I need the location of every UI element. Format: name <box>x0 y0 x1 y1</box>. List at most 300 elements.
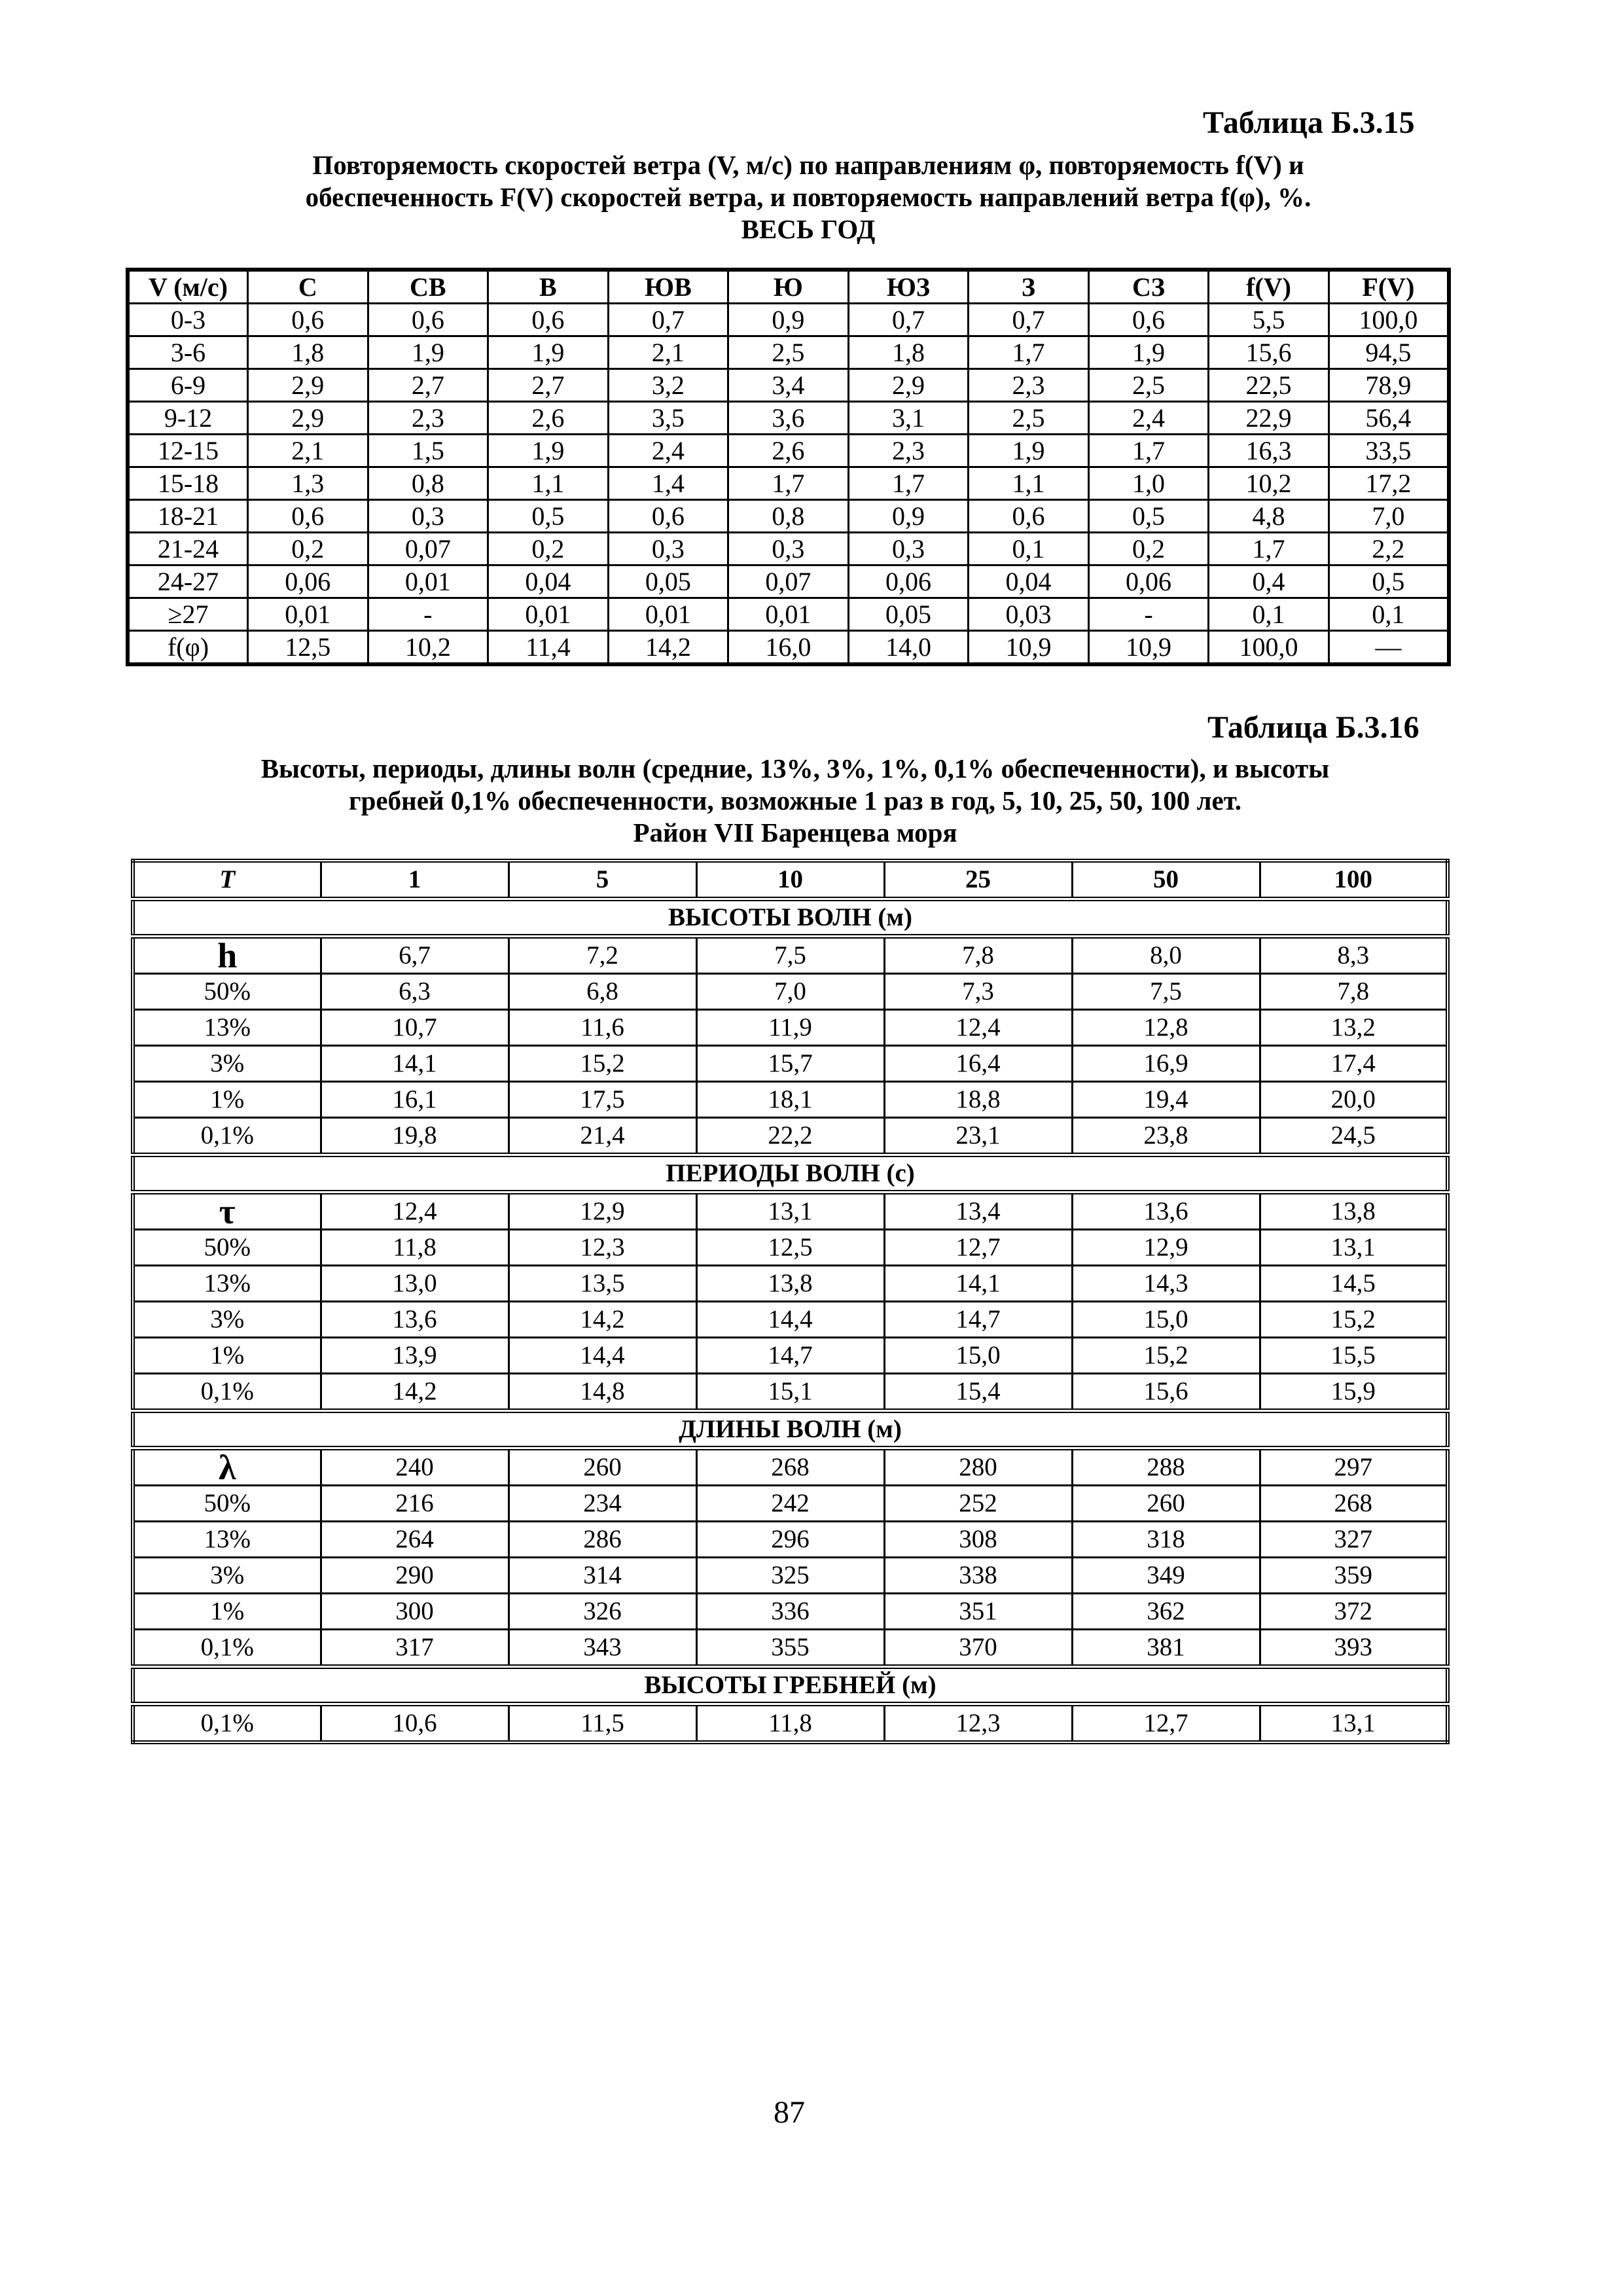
table-cell: 11,4 <box>488 631 609 665</box>
table-cell: 10,9 <box>1088 631 1209 665</box>
section-header-row <box>133 1667 1448 1704</box>
table-cell: 22,2 <box>696 1118 884 1155</box>
table-cell: 13,9 <box>321 1338 508 1374</box>
table-cell: 14,7 <box>696 1338 884 1374</box>
row-label: 3% <box>133 1302 321 1338</box>
table-cell: 280 <box>884 1448 1072 1486</box>
header-row <box>133 861 1448 899</box>
table-cell: 10,2 <box>1209 467 1329 500</box>
table-row <box>128 598 1449 631</box>
table-cell: 18,1 <box>696 1082 884 1118</box>
table-row <box>133 1082 1448 1118</box>
table-cell: 15,1 <box>696 1374 884 1411</box>
table-cell: 13,2 <box>1260 1010 1448 1046</box>
table-cell: 355 <box>696 1630 884 1667</box>
table-row <box>133 937 1448 974</box>
table-cell: 10,2 <box>368 631 488 665</box>
header-cell: СВ <box>368 270 488 304</box>
table-cell: 2,9 <box>248 369 368 402</box>
table-row <box>128 533 1449 565</box>
table-cell: 1,1 <box>969 467 1089 500</box>
table-cell: 0,2 <box>248 533 368 565</box>
table-cell: 1,7 <box>1088 435 1209 467</box>
table-cell: 216 <box>321 1486 508 1522</box>
table-cell: 15,7 <box>696 1046 884 1082</box>
table-cell: 14,1 <box>321 1046 508 1082</box>
table-cell: 308 <box>884 1522 1072 1558</box>
table-cell: 0,9 <box>728 304 849 336</box>
table-cell: 23,1 <box>884 1118 1072 1155</box>
table-cell: 14,3 <box>1072 1266 1260 1302</box>
table-cell: 2,7 <box>368 369 488 402</box>
table-cell: 17,4 <box>1260 1046 1448 1082</box>
table-cell: 362 <box>1072 1594 1260 1630</box>
table-row <box>133 1266 1448 1302</box>
table15-subtitle: ВЕСЬ ГОД <box>741 214 876 244</box>
table-cell: 14,4 <box>508 1338 696 1374</box>
table-cell: 1,9 <box>1088 336 1209 369</box>
table-cell: 8,0 <box>1072 937 1260 974</box>
row-label: f(φ) <box>128 631 248 665</box>
row-label: 15-18 <box>128 467 248 500</box>
table15-caption-line1: Повторяемость скоростей ветра (V, м/с) по направлениям φ, повторяемость f(V) и <box>312 150 1304 180</box>
table-cell: 11,6 <box>508 1010 696 1046</box>
table-cell: 2,3 <box>969 369 1089 402</box>
row-label: τ <box>133 1193 321 1230</box>
table-cell: 0,8 <box>728 500 849 533</box>
table-cell: 23,8 <box>1072 1118 1260 1155</box>
table15-caption <box>157 149 1459 245</box>
table-cell: 15,4 <box>884 1374 1072 1411</box>
table-cell: 13,8 <box>696 1266 884 1302</box>
table-cell: 13,1 <box>1260 1230 1448 1266</box>
table-cell: 17,5 <box>508 1082 696 1118</box>
table-row <box>133 1594 1448 1630</box>
table-cell: 338 <box>884 1558 1072 1594</box>
table-cell: 0,1 <box>1329 598 1449 631</box>
table-cell: 15,0 <box>1072 1302 1260 1338</box>
table-cell: 0,3 <box>848 533 969 565</box>
section-header-row <box>133 899 1448 937</box>
row-label: 50% <box>133 1230 321 1266</box>
table-cell: 0,6 <box>1088 304 1209 336</box>
section-title: ВЫСОТЫ ГРЕБНЕЙ (м) <box>133 1667 1448 1704</box>
table-row <box>133 1338 1448 1374</box>
table-cell: 1,7 <box>1209 533 1329 565</box>
table-cell: 12,3 <box>884 1704 1072 1743</box>
row-label: 12-15 <box>128 435 248 467</box>
table-cell: 264 <box>321 1522 508 1558</box>
table16-caption-line1: Высоты, периоды, длины волн (средние, 13%, 3%, 1%, 0,1% обеспеченности), и высоты <box>260 753 1330 783</box>
table-cell: 336 <box>696 1594 884 1630</box>
table-cell: 6,3 <box>321 974 508 1010</box>
table-cell: 0,4 <box>1209 565 1329 598</box>
table-row <box>128 369 1449 402</box>
row-label: 50% <box>133 974 321 1010</box>
section-title: ДЛИНЫ ВОЛН (м) <box>133 1411 1448 1448</box>
table-cell: 2,1 <box>248 435 368 467</box>
table-cell: 2,5 <box>1088 369 1209 402</box>
table-cell: 1,9 <box>969 435 1089 467</box>
table-cell: 15,6 <box>1072 1374 1260 1411</box>
row-label: ≥27 <box>128 598 248 631</box>
table-cell: 0,01 <box>608 598 728 631</box>
table-cell: 10,9 <box>969 631 1089 665</box>
table16-caption-line2: гребней 0,1% обеспеченности, возможные 1 раз в год, 5, 10, 25, 50, 100 лет. <box>348 785 1241 816</box>
wind-speed-table <box>126 268 1451 666</box>
row-label: 13% <box>133 1266 321 1302</box>
table-cell: 1,3 <box>248 467 368 500</box>
row-label: 1% <box>133 1338 321 1374</box>
table-cell: 6,8 <box>508 974 696 1010</box>
table-cell: 1,0 <box>1088 467 1209 500</box>
table-cell: 318 <box>1072 1522 1260 1558</box>
page-number: 87 <box>774 2095 805 2130</box>
table-row <box>133 1486 1448 1522</box>
table-cell: 5,5 <box>1209 304 1329 336</box>
table-cell: 325 <box>696 1558 884 1594</box>
table-cell: 0,01 <box>728 598 849 631</box>
table-cell: 0,2 <box>1088 533 1209 565</box>
table-cell: 13,6 <box>1072 1193 1260 1230</box>
table-cell: 20,0 <box>1260 1082 1448 1118</box>
section-header-row <box>133 1411 1448 1448</box>
row-label: 0,1% <box>133 1704 321 1743</box>
table-cell: 1,7 <box>969 336 1089 369</box>
table-cell: 15,6 <box>1209 336 1329 369</box>
table-cell: 0,01 <box>488 598 609 631</box>
table-cell: - <box>368 598 488 631</box>
row-label: 9-12 <box>128 402 248 435</box>
table-cell: 11,5 <box>508 1704 696 1743</box>
table-cell: 2,7 <box>488 369 609 402</box>
table-cell: 252 <box>884 1486 1072 1522</box>
table-cell: 15,0 <box>884 1338 1072 1374</box>
table-cell: 1,1 <box>488 467 609 500</box>
table-row <box>128 467 1449 500</box>
table-cell: 0,9 <box>848 500 969 533</box>
table-cell: 0,07 <box>728 565 849 598</box>
table-cell: 234 <box>508 1486 696 1522</box>
table-cell: 6,7 <box>321 937 508 974</box>
table-cell: 13,0 <box>321 1266 508 1302</box>
header-cell: З <box>969 270 1089 304</box>
table-row <box>128 500 1449 533</box>
table-cell: 12,8 <box>1072 1010 1260 1046</box>
table-cell: 13,6 <box>321 1302 508 1338</box>
header-cell: 1 <box>321 861 508 899</box>
table-cell: 0,8 <box>368 467 488 500</box>
table-cell: 297 <box>1260 1448 1448 1486</box>
table-cell: 1,7 <box>848 467 969 500</box>
table16-caption-line3: Район VII Баренцева моря <box>633 817 957 848</box>
table-cell: 12,9 <box>508 1193 696 1230</box>
table-cell: 0,1 <box>1209 598 1329 631</box>
table-cell: 260 <box>508 1448 696 1486</box>
row-label: 3% <box>133 1558 321 1594</box>
table-cell: 0,01 <box>248 598 368 631</box>
table-cell: 15,2 <box>1072 1338 1260 1374</box>
table-row <box>133 1374 1448 1411</box>
row-label: 50% <box>133 1486 321 1522</box>
section-title: ВЫСОТЫ ВОЛН (м) <box>133 899 1448 937</box>
table-cell: 78,9 <box>1329 369 1449 402</box>
table-cell: 3,4 <box>728 369 849 402</box>
table-cell: 0,6 <box>248 304 368 336</box>
table-cell: 0,04 <box>969 565 1089 598</box>
table-cell: 3,5 <box>608 402 728 435</box>
table16-caption <box>144 753 1446 849</box>
table-cell: 2,5 <box>969 402 1089 435</box>
table-cell: 22,9 <box>1209 402 1329 435</box>
table-cell: 370 <box>884 1630 1072 1667</box>
table-cell: 14,2 <box>608 631 728 665</box>
table-cell: 17,2 <box>1329 467 1449 500</box>
table-cell: 11,9 <box>696 1010 884 1046</box>
table-cell: 19,8 <box>321 1118 508 1155</box>
table-cell: 0,5 <box>1088 500 1209 533</box>
table-cell: 8,3 <box>1260 937 1448 974</box>
table-cell: 288 <box>1072 1448 1260 1486</box>
table-cell: 22,5 <box>1209 369 1329 402</box>
table-cell: 2,5 <box>728 336 849 369</box>
table15-label: Таблица Б.3.15 <box>1203 105 1415 140</box>
table-row <box>133 1193 1448 1230</box>
table-cell: 343 <box>508 1630 696 1667</box>
section-header-row <box>133 1155 1448 1193</box>
row-label: 13% <box>133 1010 321 1046</box>
header-cell: F(V) <box>1329 270 1449 304</box>
row-label: 0,1% <box>133 1630 321 1667</box>
table-cell: 0,01 <box>368 565 488 598</box>
table-cell: 16,4 <box>884 1046 1072 1082</box>
row-label: 21-24 <box>128 533 248 565</box>
table-row <box>133 1558 1448 1594</box>
header-cell: 25 <box>884 861 1072 899</box>
row-label: 3% <box>133 1046 321 1082</box>
table-cell: 0,5 <box>1329 565 1449 598</box>
table-cell: 327 <box>1260 1522 1448 1558</box>
table-cell: 7,3 <box>884 974 1072 1010</box>
header-cell: Ю <box>728 270 849 304</box>
table-cell: 7,0 <box>696 974 884 1010</box>
table-cell: 242 <box>696 1486 884 1522</box>
table-cell: 33,5 <box>1329 435 1449 467</box>
row-label: 1% <box>133 1594 321 1630</box>
table-cell: 0,04 <box>488 565 609 598</box>
table-cell: 1,4 <box>608 467 728 500</box>
table-cell: 12,7 <box>884 1230 1072 1266</box>
table-cell: 7,0 <box>1329 500 1449 533</box>
table-cell: 7,8 <box>1260 974 1448 1010</box>
row-label: 6-9 <box>128 369 248 402</box>
table-cell: 3,1 <box>848 402 969 435</box>
table-cell: 12,7 <box>1072 1704 1260 1743</box>
table-row <box>133 1118 1448 1155</box>
table-cell: 0,6 <box>248 500 368 533</box>
header-cell: V (м/с) <box>128 270 248 304</box>
table-cell: 317 <box>321 1630 508 1667</box>
section-title: ПЕРИОДЫ ВОЛН (с) <box>133 1155 1448 1193</box>
table-cell: 0,3 <box>608 533 728 565</box>
table-row <box>128 435 1449 467</box>
table-cell: 12,4 <box>321 1193 508 1230</box>
table-cell: 12,3 <box>508 1230 696 1266</box>
table-cell: 2,4 <box>608 435 728 467</box>
table-cell: 13,5 <box>508 1266 696 1302</box>
header-cell: 10 <box>696 861 884 899</box>
row-label: 13% <box>133 1522 321 1558</box>
table-cell: 13,1 <box>1260 1704 1448 1743</box>
table-cell: 14,1 <box>884 1266 1072 1302</box>
row-label: h <box>133 937 321 974</box>
table-row <box>128 631 1449 665</box>
table-cell: 0,06 <box>848 565 969 598</box>
header-cell: В <box>488 270 609 304</box>
table-cell: 18,8 <box>884 1082 1072 1118</box>
table-cell: 296 <box>696 1522 884 1558</box>
table-cell: 100,0 <box>1209 631 1329 665</box>
table-cell: 13,8 <box>1260 1193 1448 1230</box>
table-cell: 7,5 <box>696 937 884 974</box>
table-cell: 2,9 <box>248 402 368 435</box>
row-label: 0-3 <box>128 304 248 336</box>
table-cell: 0,2 <box>488 533 609 565</box>
table16-label: Таблица Б.3.16 <box>1207 710 1419 745</box>
table-cell: 0,06 <box>1088 565 1209 598</box>
table-row <box>133 1630 1448 1667</box>
row-label: 0,1% <box>133 1118 321 1155</box>
table-cell: 1,7 <box>728 467 849 500</box>
table-cell: 14,5 <box>1260 1266 1448 1302</box>
table-cell: 268 <box>696 1448 884 1486</box>
header-cell: С <box>248 270 368 304</box>
table-cell: 12,5 <box>248 631 368 665</box>
table-cell: 0,05 <box>848 598 969 631</box>
table-cell: 290 <box>321 1558 508 1594</box>
table-cell: 2,4 <box>1088 402 1209 435</box>
table-cell: 94,5 <box>1329 336 1449 369</box>
table-cell: 14,2 <box>321 1374 508 1411</box>
table-cell: 0,7 <box>608 304 728 336</box>
table-row <box>128 304 1449 336</box>
table-cell: 24,5 <box>1260 1118 1448 1155</box>
table-cell: 11,8 <box>696 1704 884 1743</box>
table-cell: 314 <box>508 1558 696 1594</box>
table-cell: 0,6 <box>368 304 488 336</box>
table-cell: 0,6 <box>488 304 609 336</box>
header-cell: 5 <box>508 861 696 899</box>
table-cell: 0,5 <box>488 500 609 533</box>
table-cell: 21,4 <box>508 1118 696 1155</box>
row-label: 3-6 <box>128 336 248 369</box>
table-cell: 7,8 <box>884 937 1072 974</box>
row-label: 24-27 <box>128 565 248 598</box>
table-cell: 14,0 <box>848 631 969 665</box>
table-cell: 2,2 <box>1329 533 1449 565</box>
table-cell: 11,8 <box>321 1230 508 1266</box>
table-cell: 1,8 <box>848 336 969 369</box>
header-cell: 50 <box>1072 861 1260 899</box>
table-cell: 1,5 <box>368 435 488 467</box>
table-cell: 16,3 <box>1209 435 1329 467</box>
table-cell: 0,7 <box>848 304 969 336</box>
table-cell: 2,9 <box>848 369 969 402</box>
table-cell: 0,6 <box>608 500 728 533</box>
table-cell: — <box>1329 631 1449 665</box>
table-cell: 4,8 <box>1209 500 1329 533</box>
wave-parameters-table <box>131 859 1450 1744</box>
table-cell: 393 <box>1260 1630 1448 1667</box>
table-cell: 13,4 <box>884 1193 1072 1230</box>
table-row <box>133 1010 1448 1046</box>
table-cell: 0,07 <box>368 533 488 565</box>
header-cell: ЮЗ <box>848 270 969 304</box>
table-cell: 2,1 <box>608 336 728 369</box>
table-cell: 7,5 <box>1072 974 1260 1010</box>
header-cell: 100 <box>1260 861 1448 899</box>
table-cell: 2,3 <box>848 435 969 467</box>
table-cell: 15,2 <box>508 1046 696 1082</box>
table-cell: 13,1 <box>696 1193 884 1230</box>
header-cell: СЗ <box>1088 270 1209 304</box>
header-row <box>128 270 1449 304</box>
table-cell: - <box>1088 598 1209 631</box>
table-cell: 0,03 <box>969 598 1089 631</box>
table-row <box>133 1046 1448 1082</box>
table-cell: 14,4 <box>696 1302 884 1338</box>
table-cell: 359 <box>1260 1558 1448 1594</box>
table-cell: 12,5 <box>696 1230 884 1266</box>
table-row <box>133 1522 1448 1558</box>
table-cell: 0,6 <box>969 500 1089 533</box>
table-cell: 7,2 <box>508 937 696 974</box>
table-row <box>133 1448 1448 1486</box>
table-cell: 14,8 <box>508 1374 696 1411</box>
row-label: 18-21 <box>128 500 248 533</box>
table-cell: 19,4 <box>1072 1082 1260 1118</box>
table-cell: 16,0 <box>728 631 849 665</box>
table-cell: 2,3 <box>368 402 488 435</box>
table-cell: 15,2 <box>1260 1302 1448 1338</box>
table-cell: 15,5 <box>1260 1338 1448 1374</box>
table-cell: 351 <box>884 1594 1072 1630</box>
table-cell: 10,6 <box>321 1704 508 1743</box>
table-cell: 2,6 <box>728 435 849 467</box>
header-cell: ЮВ <box>608 270 728 304</box>
table-row <box>133 1302 1448 1338</box>
header-cell: T <box>133 861 321 899</box>
table-row <box>128 402 1449 435</box>
table-cell: 1,9 <box>488 336 609 369</box>
table-cell: 16,9 <box>1072 1046 1260 1082</box>
table-cell: 12,4 <box>884 1010 1072 1046</box>
table-row <box>128 336 1449 369</box>
table-cell: 3,6 <box>728 402 849 435</box>
table-cell: 1,9 <box>368 336 488 369</box>
table-cell: 0,7 <box>969 304 1089 336</box>
table-cell: 240 <box>321 1448 508 1486</box>
table-cell: 0,1 <box>969 533 1089 565</box>
table-cell: 1,8 <box>248 336 368 369</box>
header-cell: f(V) <box>1209 270 1329 304</box>
table-cell: 14,2 <box>508 1302 696 1338</box>
table-cell: 1,9 <box>488 435 609 467</box>
table-cell: 2,6 <box>488 402 609 435</box>
table-cell: 12,9 <box>1072 1230 1260 1266</box>
table-row <box>133 1704 1448 1743</box>
table-row <box>133 1230 1448 1266</box>
